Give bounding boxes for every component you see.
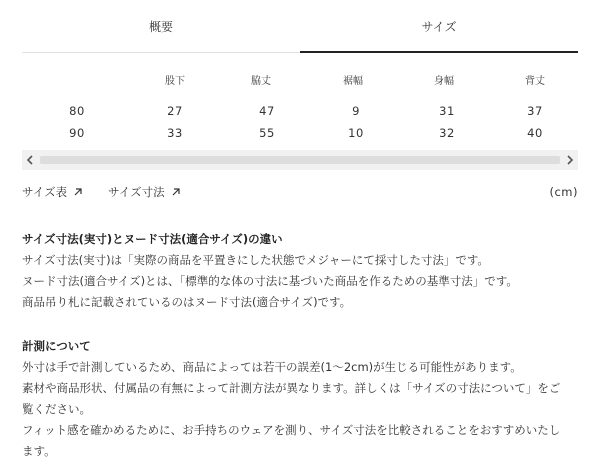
unit-label: (cm) <box>549 185 578 199</box>
table-cell: 10 <box>348 126 364 140</box>
tab-bar <box>0 0 600 55</box>
table-header-cell: 脇丈 <box>251 76 271 87</box>
section-text: 商品吊り札に記載されているのはヌード寸法(適合サイズ)です。 <box>22 295 352 309</box>
table-header-cell: 裾幅 <box>343 76 363 87</box>
section-title: サイズ寸法(実寸)とヌード寸法(適合サイズ)の違い <box>22 232 283 246</box>
section-text: 覧ください。 <box>22 402 91 416</box>
table-cell: 90 <box>69 126 85 140</box>
size-table <box>22 62 578 150</box>
table-cell: 33 <box>167 126 183 140</box>
size-chart-link-label: サイズ表 <box>22 185 68 199</box>
section-text: ます。 <box>22 444 56 458</box>
active-tab-indicator <box>300 51 578 53</box>
size-chart-link[interactable] <box>22 184 83 200</box>
table-cell: 31 <box>439 104 455 118</box>
tab-size[interactable] <box>300 0 578 53</box>
external-link-icon <box>171 187 181 197</box>
section-text: フィット感を確かめるために、お手持ちのウェアを測り、サイズ寸法を比較されることをおすすめいたし <box>22 423 561 437</box>
size-difference-section <box>22 229 582 313</box>
table-cell: 9 <box>352 104 360 118</box>
external-link-icon <box>73 187 83 197</box>
table-header-cell: 股下 <box>165 76 185 87</box>
table-cell: 40 <box>527 126 543 140</box>
tab-size-label: サイズ <box>421 20 457 34</box>
section-text: ヌード寸法(適合サイズ)とは、「標準的な体の寸法に基づいた商品を作るための基準寸法」です。 <box>22 274 518 288</box>
size-links <box>22 184 578 202</box>
table-cell: 55 <box>259 126 275 140</box>
size-measurement-link[interactable] <box>108 184 181 200</box>
table-cell: 27 <box>167 104 183 118</box>
scroll-right-icon[interactable] <box>562 150 578 170</box>
table-cell: 37 <box>527 104 543 118</box>
table-header-cell: 背丈 <box>525 76 545 87</box>
size-measurement-link-label: サイズ寸法 <box>108 185 165 199</box>
tab-summary[interactable] <box>22 0 300 53</box>
scrollbar-thumb[interactable] <box>40 156 560 164</box>
horizontal-scrollbar[interactable] <box>22 150 578 170</box>
table-cell: 32 <box>439 126 455 140</box>
section-title: 計測について <box>22 339 91 353</box>
section-text: 外寸は手で計測しているため、商品によっては若干の誤差(1～2cm)が生じる可能性があります。 <box>22 360 522 374</box>
section-text: サイズ寸法(実寸)は「実際の商品を平置きにした状態でメジャーにて採寸した寸法」です。 <box>22 253 489 267</box>
section-text: 素材や商品形状、付属品の有無によって計測方法が異なります。詳しくは「サイズの寸法について」をご <box>22 381 561 395</box>
table-header-cell: 身幅 <box>434 76 454 87</box>
table-cell: 47 <box>259 104 275 118</box>
tab-summary-label: 概要 <box>148 20 173 34</box>
scroll-left-icon[interactable] <box>22 150 38 170</box>
measurement-section <box>22 336 582 462</box>
table-cell: 80 <box>69 104 85 118</box>
